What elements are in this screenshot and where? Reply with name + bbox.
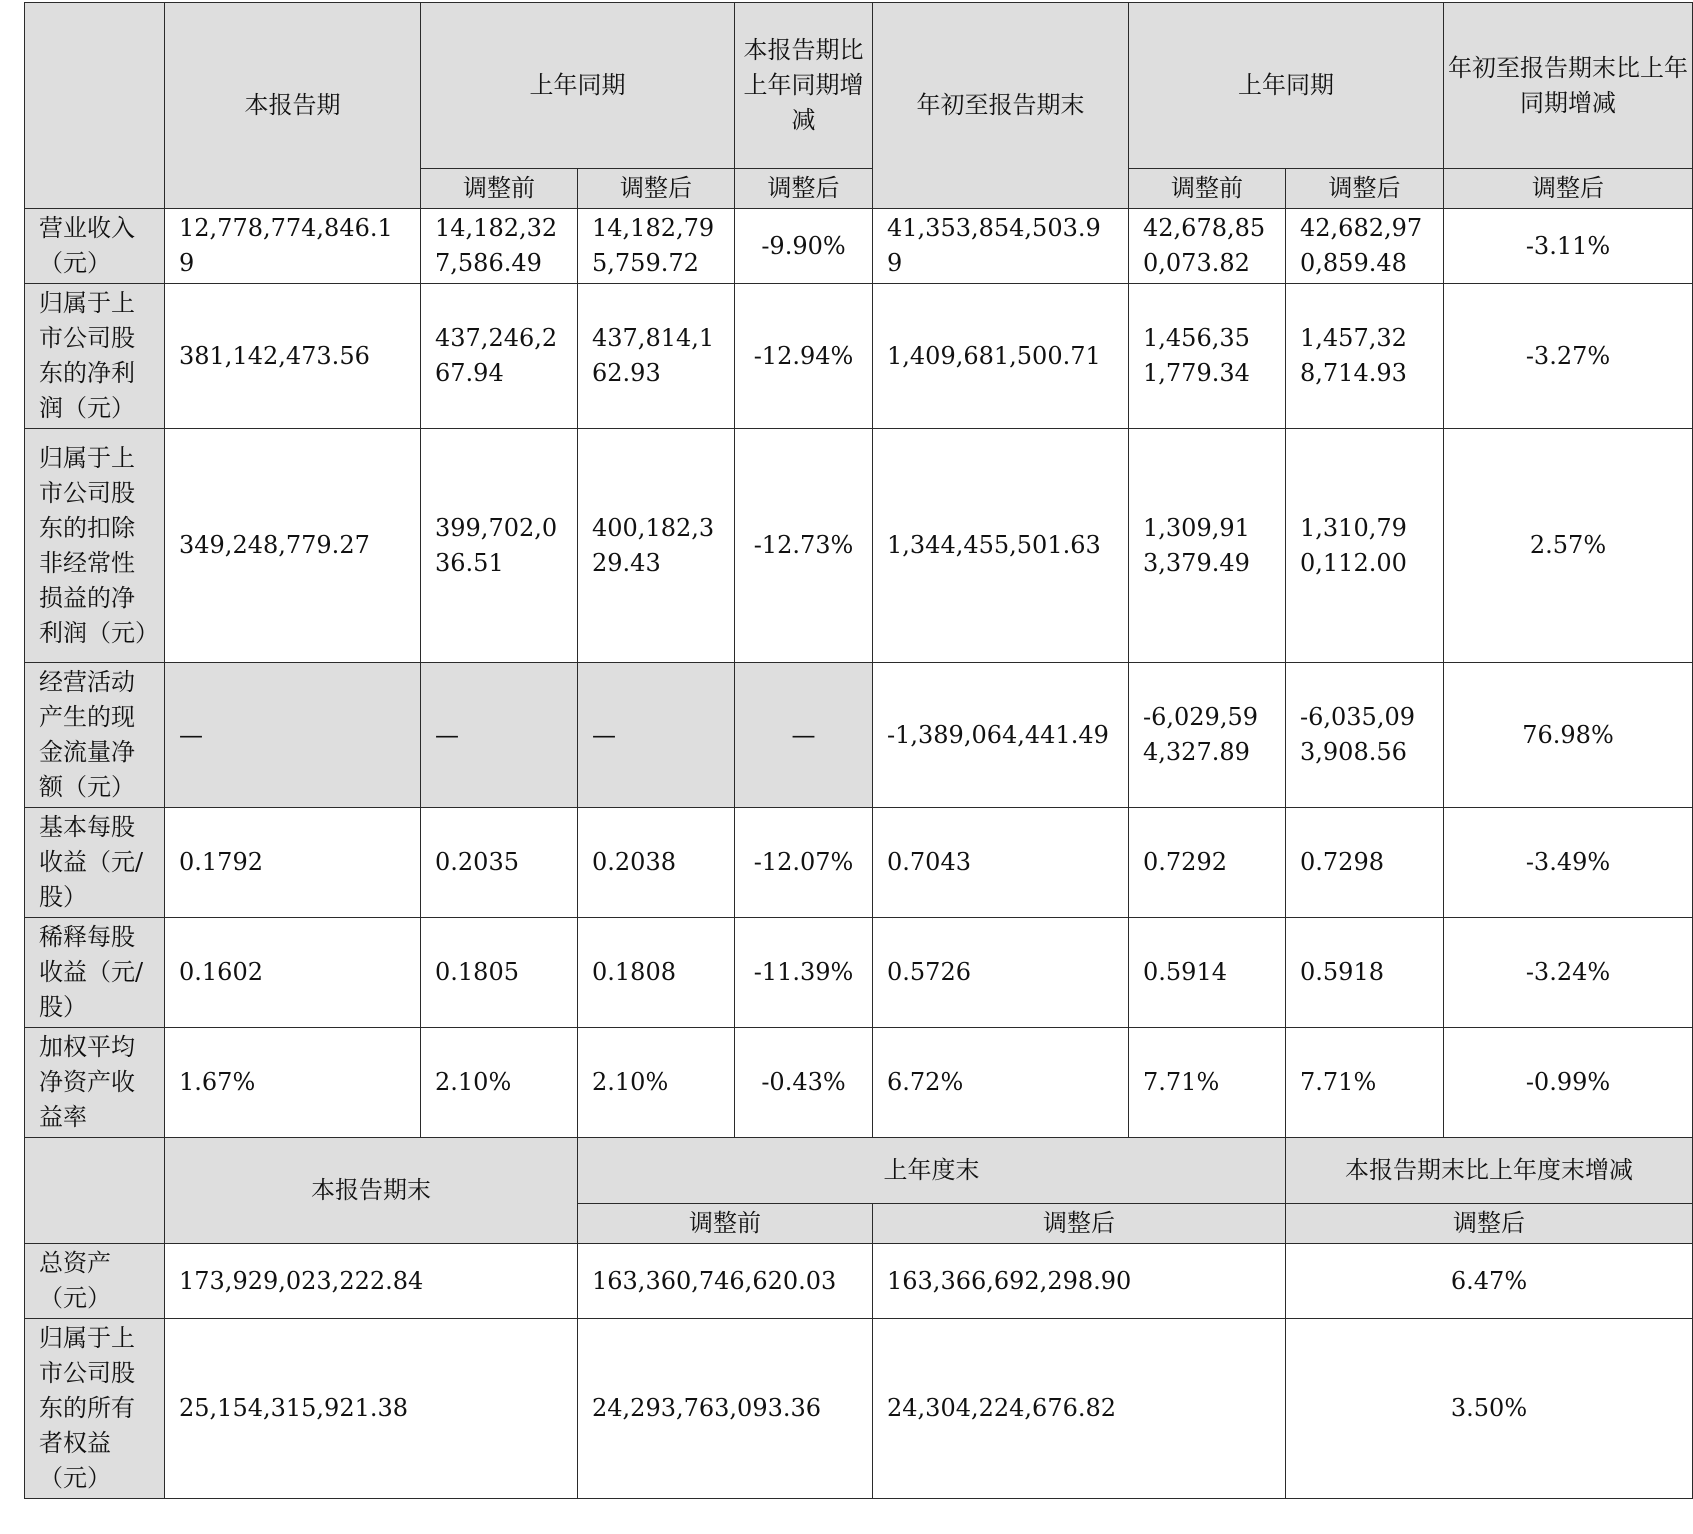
cell-change: -0.43% bbox=[735, 1028, 873, 1138]
subheader-after-adjust: 调整后 bbox=[1444, 169, 1693, 209]
table-row-net-profit bbox=[25, 284, 1693, 429]
row-label: 归属于上市公司股东的净利润（元） bbox=[25, 284, 165, 429]
table-row-total-assets bbox=[25, 1244, 1693, 1319]
cell-current: 349,248,779.27 bbox=[165, 429, 421, 663]
cell-prior-ytd-after: 7.71% bbox=[1286, 1028, 1444, 1138]
row-label: 归属于上市公司股东的扣除非经常性损益的净利润（元） bbox=[25, 429, 165, 663]
subheader-after-adjust: 调整后 bbox=[1286, 169, 1444, 209]
row-label: 经营活动产生的现金流量净额（元） bbox=[25, 663, 165, 808]
cell-ytd-change: 2.57% bbox=[1444, 429, 1693, 663]
table-row-weighted-roe bbox=[25, 1028, 1693, 1138]
cell-prior-ytd-before: 1,456,351,779.34 bbox=[1129, 284, 1286, 429]
cell-ytd: 1,344,455,501.63 bbox=[873, 429, 1129, 663]
table-row-net-profit-excl-nonrecurring bbox=[25, 429, 1693, 663]
cell-prior-after: — bbox=[578, 663, 735, 808]
cell-prior-ytd-after: 42,682,970,859.48 bbox=[1286, 209, 1444, 284]
cell-prior-after: 0.2038 bbox=[578, 808, 735, 918]
col-header-prior-ytd: 上年同期 bbox=[1129, 3, 1444, 169]
cell-prior-after: 400,182,329.43 bbox=[578, 429, 735, 663]
col-header-current-period: 本报告期 bbox=[165, 3, 421, 209]
cell-prior-before: 399,702,036.51 bbox=[421, 429, 578, 663]
cell-prior-before: — bbox=[421, 663, 578, 808]
balance-header-row-1 bbox=[25, 1138, 1693, 1204]
table-row-shareholders-equity bbox=[25, 1319, 1693, 1499]
cell-change: -9.90% bbox=[735, 209, 873, 284]
cell-ytd-change: -3.49% bbox=[1444, 808, 1693, 918]
subheader-before-adjust: 调整前 bbox=[1129, 169, 1286, 209]
cell-ytd: 0.7043 bbox=[873, 808, 1129, 918]
cell-change: 3.50% bbox=[1286, 1319, 1693, 1499]
cell-change: -12.73% bbox=[735, 429, 873, 663]
cell-current: 381,142,473.56 bbox=[165, 284, 421, 429]
cell-prior-before: 437,246,267.94 bbox=[421, 284, 578, 429]
cell-current: 0.1602 bbox=[165, 918, 421, 1028]
cell-change: -12.07% bbox=[735, 808, 873, 918]
cell-prior-after: 0.1808 bbox=[578, 918, 735, 1028]
subheader-before-adjust: 调整前 bbox=[421, 169, 578, 209]
cell-ytd: -1,389,064,441.49 bbox=[873, 663, 1129, 808]
cell-ytd: 6.72% bbox=[873, 1028, 1129, 1138]
cell-prior-before: 0.1805 bbox=[421, 918, 578, 1028]
table-row-basic-eps bbox=[25, 808, 1693, 918]
cell-prior-before: 24,293,763,093.36 bbox=[578, 1319, 873, 1499]
col-header-prior-same-period: 上年同期 bbox=[421, 3, 735, 169]
cell-prior-ytd-before: -6,029,594,327.89 bbox=[1129, 663, 1286, 808]
table-row-diluted-eps bbox=[25, 918, 1693, 1028]
cell-prior-ytd-after: 0.5918 bbox=[1286, 918, 1444, 1028]
cell-current: 12,778,774,846.19 bbox=[165, 209, 421, 284]
cell-ytd-change: -3.11% bbox=[1444, 209, 1693, 284]
cell-prior-ytd-before: 1,309,913,379.49 bbox=[1129, 429, 1286, 663]
financial-indicators-table bbox=[24, 2, 1693, 1499]
cell-ytd: 0.5726 bbox=[873, 918, 1129, 1028]
cell-prior-ytd-after: 1,457,328,714.93 bbox=[1286, 284, 1444, 429]
cell-change: -12.94% bbox=[735, 284, 873, 429]
cell-prior-after: 163,366,692,298.90 bbox=[873, 1244, 1286, 1319]
cell-ytd: 41,353,854,503.99 bbox=[873, 209, 1129, 284]
col-header-ytd-yoy-change: 年初至报告期末比上年同期增减 bbox=[1444, 3, 1693, 169]
cell-prior-ytd-before: 0.7292 bbox=[1129, 808, 1286, 918]
cell-prior-ytd-after: 1,310,790,112.00 bbox=[1286, 429, 1444, 663]
cell-ytd-change: -3.24% bbox=[1444, 918, 1693, 1028]
cell-prior-ytd-before: 42,678,850,073.82 bbox=[1129, 209, 1286, 284]
cell-ytd-change: -0.99% bbox=[1444, 1028, 1693, 1138]
cell-prior-ytd-after: -6,035,093,908.56 bbox=[1286, 663, 1444, 808]
subheader-after-adjust-change: 调整后 bbox=[1286, 1204, 1693, 1244]
cell-prior-before: 2.10% bbox=[421, 1028, 578, 1138]
cell-prior-after: 14,182,795,759.72 bbox=[578, 209, 735, 284]
row-label: 基本每股收益（元/股） bbox=[25, 808, 165, 918]
row-label: 总资产（元） bbox=[25, 1244, 165, 1319]
cell-prior-ytd-before: 7.71% bbox=[1129, 1028, 1286, 1138]
cell-period-end: 173,929,023,222.84 bbox=[165, 1244, 578, 1319]
balance-corner-cell bbox=[25, 1138, 165, 1244]
table-row-revenue bbox=[25, 209, 1693, 284]
cell-ytd: 1,409,681,500.71 bbox=[873, 284, 1129, 429]
col-header-change-vs-prior-year-end: 本报告期末比上年度末增减 bbox=[1286, 1138, 1693, 1204]
corner-cell bbox=[25, 3, 165, 209]
table-row-operating-cash-flow bbox=[25, 663, 1693, 808]
cell-prior-ytd-after: 0.7298 bbox=[1286, 808, 1444, 918]
cell-current: 0.1792 bbox=[165, 808, 421, 918]
subheader-before-adjust: 调整前 bbox=[578, 1204, 873, 1244]
col-header-ytd: 年初至报告期末 bbox=[873, 3, 1129, 209]
cell-prior-ytd-before: 0.5914 bbox=[1129, 918, 1286, 1028]
cell-period-end: 25,154,315,921.38 bbox=[165, 1319, 578, 1499]
row-label: 归属于上市公司股东的所有者权益（元） bbox=[25, 1319, 165, 1499]
cell-prior-before: 163,360,746,620.03 bbox=[578, 1244, 873, 1319]
cell-prior-before: 14,182,327,586.49 bbox=[421, 209, 578, 284]
cell-prior-after: 2.10% bbox=[578, 1028, 735, 1138]
cell-prior-after: 24,304,224,676.82 bbox=[873, 1319, 1286, 1499]
cell-prior-after: 437,814,162.93 bbox=[578, 284, 735, 429]
row-label: 营业收入（元） bbox=[25, 209, 165, 284]
cell-current: 1.67% bbox=[165, 1028, 421, 1138]
cell-current: — bbox=[165, 663, 421, 808]
cell-ytd-change: -3.27% bbox=[1444, 284, 1693, 429]
row-label: 稀释每股收益（元/股） bbox=[25, 918, 165, 1028]
header-row-1 bbox=[25, 3, 1693, 169]
subheader-after-adjust: 调整后 bbox=[873, 1204, 1286, 1244]
cell-change: — bbox=[735, 663, 873, 808]
subheader-after-adjust: 调整后 bbox=[735, 169, 873, 209]
col-header-prior-year-end: 上年度末 bbox=[578, 1138, 1286, 1204]
row-label: 加权平均净资产收益率 bbox=[25, 1028, 165, 1138]
col-header-yoy-change: 本报告期比上年同期增减 bbox=[735, 3, 873, 169]
subheader-after-adjust: 调整后 bbox=[578, 169, 735, 209]
cell-change: 6.47% bbox=[1286, 1244, 1693, 1319]
cell-prior-before: 0.2035 bbox=[421, 808, 578, 918]
cell-ytd-change: 76.98% bbox=[1444, 663, 1693, 808]
cell-change: -11.39% bbox=[735, 918, 873, 1028]
col-header-period-end: 本报告期末 bbox=[165, 1138, 578, 1244]
